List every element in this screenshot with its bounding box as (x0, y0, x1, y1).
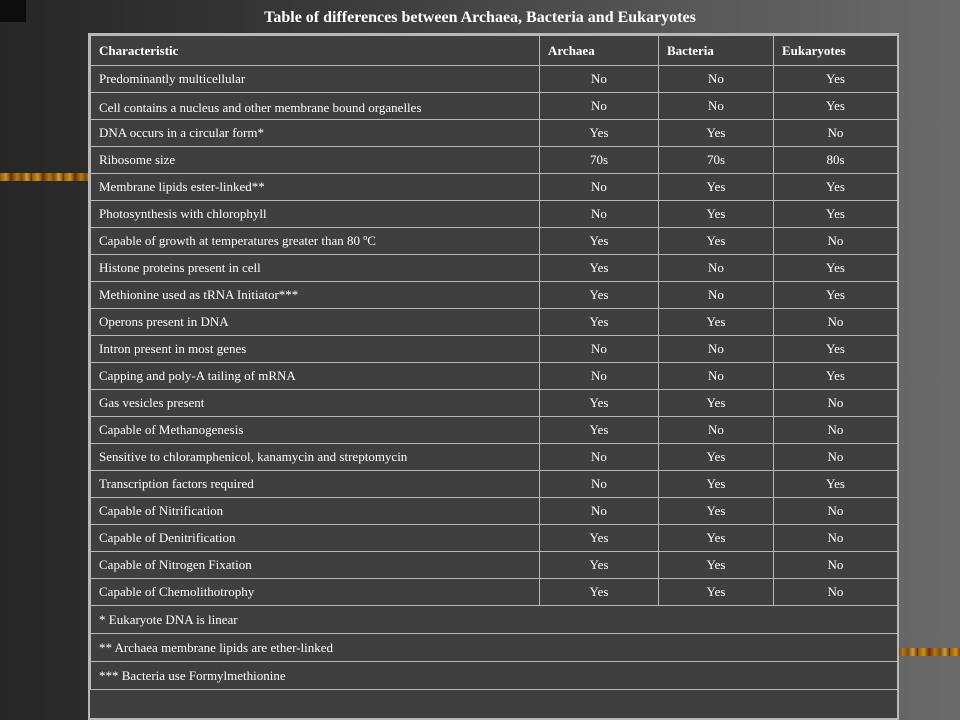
characteristic-cell: Membrane lipids ester-linked** (91, 174, 540, 201)
slide-title: Table of differences between Archaea, Bacteria and Eukaryotes (264, 9, 696, 26)
footnote-text: * Eukaryote DNA is linear (91, 606, 898, 634)
table-row (91, 336, 898, 363)
table-row (91, 363, 898, 390)
eukaryotes-cell: Yes (774, 336, 898, 363)
archaea-cell: Yes (540, 309, 659, 336)
archaea-cell: No (540, 363, 659, 390)
characteristic-cell: Operons present in DNA (91, 309, 540, 336)
archaea-cell: No (540, 201, 659, 228)
archaea-cell: Yes (540, 417, 659, 444)
eukaryotes-cell: No (774, 390, 898, 417)
footnote-row (91, 662, 898, 690)
archaea-cell: Yes (540, 228, 659, 255)
eukaryotes-cell: Yes (774, 201, 898, 228)
header-archaea: Archaea (540, 36, 659, 66)
characteristic-cell: Photosynthesis with chlorophyll (91, 201, 540, 228)
bacteria-cell: Yes (659, 309, 774, 336)
table-header-row (91, 36, 898, 66)
archaea-cell: No (540, 174, 659, 201)
footnote-row (91, 606, 898, 634)
archaea-cell: No (540, 336, 659, 363)
eukaryotes-cell: No (774, 228, 898, 255)
table-row (91, 228, 898, 255)
characteristic-cell: Sensitive to chloramphenicol, kanamycin and streptomycin (91, 444, 540, 471)
bacteria-cell: Yes (659, 390, 774, 417)
bacteria-cell: 70s (659, 147, 774, 174)
bacteria-cell: Yes (659, 201, 774, 228)
archaea-cell: No (540, 471, 659, 498)
bacteria-cell: Yes (659, 552, 774, 579)
archaea-cell: Yes (540, 390, 659, 417)
characteristic-cell: Histone proteins present in cell (91, 255, 540, 282)
characteristic-cell: Transcription factors required (91, 471, 540, 498)
eukaryotes-cell: No (774, 525, 898, 552)
table-row (91, 390, 898, 417)
characteristic-cell: Capping and poly-A tailing of mRNA (91, 363, 540, 390)
bacteria-cell: Yes (659, 471, 774, 498)
table-row (91, 174, 898, 201)
characteristic-cell: Cell contains a nucleus and other membrane bound organelles (91, 93, 540, 120)
table-row (91, 255, 898, 282)
characteristic-cell: Capable of Chemolithotrophy (91, 579, 540, 606)
footnote-row (91, 634, 898, 662)
eukaryotes-cell: Yes (774, 282, 898, 309)
bacteria-cell: No (659, 66, 774, 93)
eukaryotes-cell: No (774, 120, 898, 147)
archaea-cell: No (540, 66, 659, 93)
characteristic-cell: Capable of Denitrification (91, 525, 540, 552)
footnote-text: ** Archaea membrane lipids are ether-linked (91, 634, 898, 662)
table-row (91, 201, 898, 228)
table-row (91, 417, 898, 444)
characteristic-cell: Intron present in most genes (91, 336, 540, 363)
bacteria-cell: Yes (659, 579, 774, 606)
table-row (91, 579, 898, 606)
table-row (91, 552, 898, 579)
table-row (91, 66, 898, 93)
table-row (91, 120, 898, 147)
bacteria-cell: Yes (659, 525, 774, 552)
footnote-text: *** Bacteria use Formylmethionine (91, 662, 898, 690)
archaea-cell: Yes (540, 282, 659, 309)
archaea-cell: Yes (540, 525, 659, 552)
characteristic-cell: Predominantly multicellular (91, 66, 540, 93)
bacteria-cell: Yes (659, 174, 774, 201)
eukaryotes-cell: Yes (774, 93, 898, 120)
archaea-cell: Yes (540, 120, 659, 147)
bacteria-cell: No (659, 282, 774, 309)
bacteria-cell: Yes (659, 228, 774, 255)
characteristic-cell: DNA occurs in a circular form* (91, 120, 540, 147)
archaea-cell: Yes (540, 579, 659, 606)
eukaryotes-cell: No (774, 309, 898, 336)
bacteria-cell: No (659, 336, 774, 363)
bacteria-cell: Yes (659, 444, 774, 471)
table-body (91, 36, 898, 690)
archaea-cell: No (540, 93, 659, 120)
eukaryotes-cell: No (774, 579, 898, 606)
eukaryotes-cell: Yes (774, 255, 898, 282)
eukaryotes-cell: No (774, 498, 898, 525)
bacteria-cell: No (659, 363, 774, 390)
header-bacteria: Bacteria (659, 36, 774, 66)
characteristic-cell: Capable of growth at temperatures greater than 80 ºC (91, 228, 540, 255)
table-row (91, 282, 898, 309)
archaea-cell: Yes (540, 552, 659, 579)
table-row (91, 444, 898, 471)
table-row (91, 93, 898, 120)
characteristic-cell: Ribosome size (91, 147, 540, 174)
eukaryotes-cell: Yes (774, 471, 898, 498)
comparison-table (90, 35, 898, 690)
characteristic-cell: Gas vesicles present (91, 390, 540, 417)
table-row (91, 471, 898, 498)
header-eukaryotes: Eukaryotes (774, 36, 898, 66)
archaea-cell: Yes (540, 255, 659, 282)
eukaryotes-cell: Yes (774, 66, 898, 93)
archaea-cell: 70s (540, 147, 659, 174)
eukaryotes-cell: No (774, 417, 898, 444)
eukaryotes-cell: Yes (774, 174, 898, 201)
eukaryotes-cell: Yes (774, 363, 898, 390)
characteristic-cell: Capable of Nitrogen Fixation (91, 552, 540, 579)
comparison-table-container (88, 33, 899, 720)
archaea-cell: No (540, 444, 659, 471)
eukaryotes-cell: No (774, 444, 898, 471)
bacteria-cell: Yes (659, 120, 774, 147)
bacteria-cell: No (659, 255, 774, 282)
bacteria-cell: Yes (659, 498, 774, 525)
characteristic-cell: Capable of Nitrification (91, 498, 540, 525)
table-row (91, 498, 898, 525)
characteristic-cell: Capable of Methanogenesis (91, 417, 540, 444)
table-row (91, 309, 898, 336)
characteristic-cell: Methionine used as tRNA Initiator*** (91, 282, 540, 309)
eukaryotes-cell: No (774, 552, 898, 579)
table-row (91, 147, 898, 174)
archaea-cell: No (540, 498, 659, 525)
eukaryotes-cell: 80s (774, 147, 898, 174)
bacteria-cell: No (659, 417, 774, 444)
header-characteristic: Characteristic (91, 36, 540, 66)
table-row (91, 525, 898, 552)
bacteria-cell: No (659, 93, 774, 120)
